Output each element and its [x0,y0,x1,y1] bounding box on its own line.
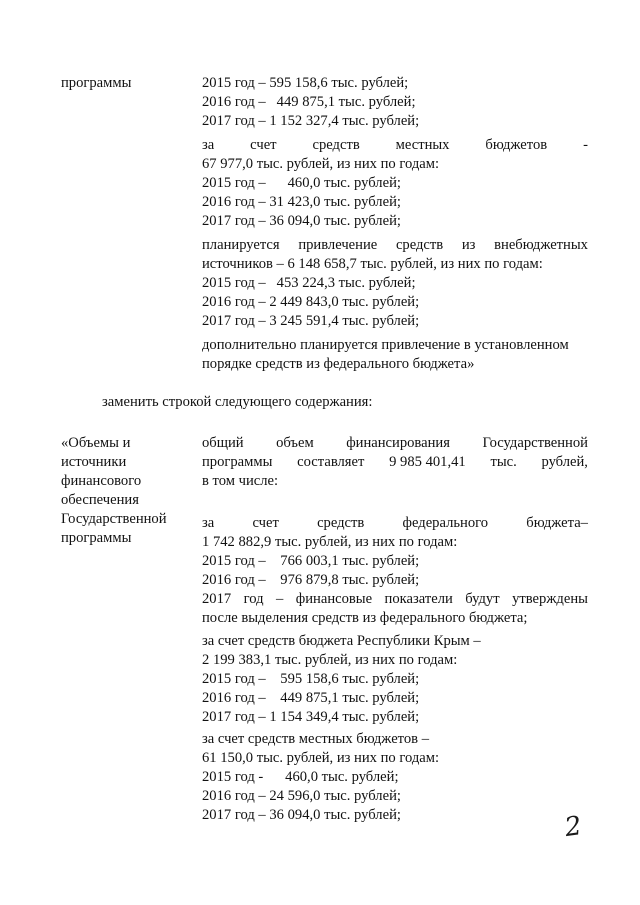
row-label-programs [61,74,189,93]
replace-instruction [102,393,372,412]
word: общий [202,435,244,451]
year-line: 2017 год – 36 094,0 тыс. рублей; [202,807,401,823]
word: показатели [384,591,453,607]
year-line: 2017 год – 3 245 591,4 тыс. рублей; [202,313,420,329]
word: объем [276,435,314,451]
word: счет [252,515,279,531]
word: федерального [402,515,489,531]
year-line: 2017 год – 36 094,0 тыс. рублей; [202,213,401,229]
text-line: 1 742 882,9 тыс. рублей, из них по годам: [202,534,458,550]
word: за [202,137,215,153]
label-text: программы [61,75,132,91]
label-line: Государственной [61,511,167,527]
word: 2017 [202,591,232,607]
crimea-budget-block [202,632,588,727]
justified-line [202,590,588,609]
word: внебюджетных [494,237,588,253]
justified-line [202,453,588,472]
word: финансовые [295,591,373,607]
year-line: 2015 год – 595 158,6 тыс. рублей; [202,75,409,91]
year-line: 2015 год – 453 224,3 тыс. рублей; [202,275,416,291]
word: год [243,591,264,607]
label-line: обеспечения [61,492,139,508]
justified-line [202,136,588,155]
year-line: 2015 год – 595 158,6 тыс. рублей; [202,671,420,687]
year-line: 2016 год – 31 423,0 тыс. рублей; [202,194,401,210]
word: за [202,515,215,531]
label-line: источники [61,454,127,470]
text-line: 61 150,0 тыс. рублей, из них по годам: [202,750,440,766]
word: будут [465,591,500,607]
row-label-funding [61,434,189,548]
word: рублей, [541,454,588,470]
text-line: после выделения средств из федерального бюджета; [202,610,528,626]
word: программы [202,454,273,470]
budget-block-1 [202,74,588,131]
word: счет [250,137,277,153]
word: планируется [202,237,280,253]
justified-line [202,434,588,453]
word: бюджетов [485,137,548,153]
word: средств [312,137,360,153]
text-line: за счет средств местных бюджетов – [202,731,429,747]
year-line: 2017 год – 1 152 327,4 тыс. рублей; [202,113,420,129]
year-line: 2016 год – 2 449 843,0 тыс. рублей; [202,294,420,310]
word: составляет [297,454,365,470]
text-line: порядке средств из федерального бюджета» [202,356,475,372]
instruction-text: заменить строкой следующего содержания: [102,394,373,410]
word: средств [317,515,365,531]
label-line: финансового [61,473,142,489]
justified-line [202,514,588,533]
federal-budget-block [202,514,588,628]
year-line: 2016 год – 976 879,8 тыс. рублей; [202,572,420,588]
word: средств [395,237,444,253]
text-line: в том числе: [202,473,279,489]
total-funding-block [202,434,588,491]
local-budget-block-new [202,730,588,825]
year-line: 2015 год – 460,0 тыс. рублей; [202,175,401,191]
text-line: 2 199 383,1 тыс. рублей, из них по годам: [202,652,458,668]
word: бюджета– [526,515,588,531]
word: финансирования [346,435,450,451]
label-line: программы [61,530,132,546]
year-line: 2016 год – 449 875,1 тыс. рублей; [202,94,416,110]
word: - [583,137,588,153]
word: привлечение [298,237,378,253]
word: 9 985 401,41 [389,454,466,470]
year-line: 2016 год – 24 596,0 тыс. рублей; [202,788,401,804]
text-line: источников – 6 148 658,7 тыс. рублей, из них по годам: [202,256,543,272]
text-line: дополнительно планируется привлечение в установленном [202,337,569,353]
text-line: 67 977,0 тыс. рублей, из них по годам: [202,156,440,172]
text-line: за счет средств бюджета Республики Крым – [202,633,481,649]
handwritten-page-number: 2 [562,810,584,844]
federal-note-block [202,336,588,374]
year-line: 2016 год – 449 875,1 тыс. рублей; [202,690,420,706]
label-line: «Объемы и [61,435,131,451]
word: из [461,237,476,253]
word: утверждены [512,591,588,607]
local-budget-block [202,136,588,231]
year-line: 2017 год – 1 154 349,4 тыс. рублей; [202,709,420,725]
justified-line [202,236,588,255]
word: – [276,591,284,607]
year-line: 2015 год – 766 003,1 тыс. рублей; [202,553,420,569]
word: местных [395,137,450,153]
extrabudget-block [202,236,588,331]
word: Государственной [482,435,588,451]
word: тыс. [490,454,517,470]
year-line: 2015 год - 460,0 тыс. рублей; [202,769,399,785]
